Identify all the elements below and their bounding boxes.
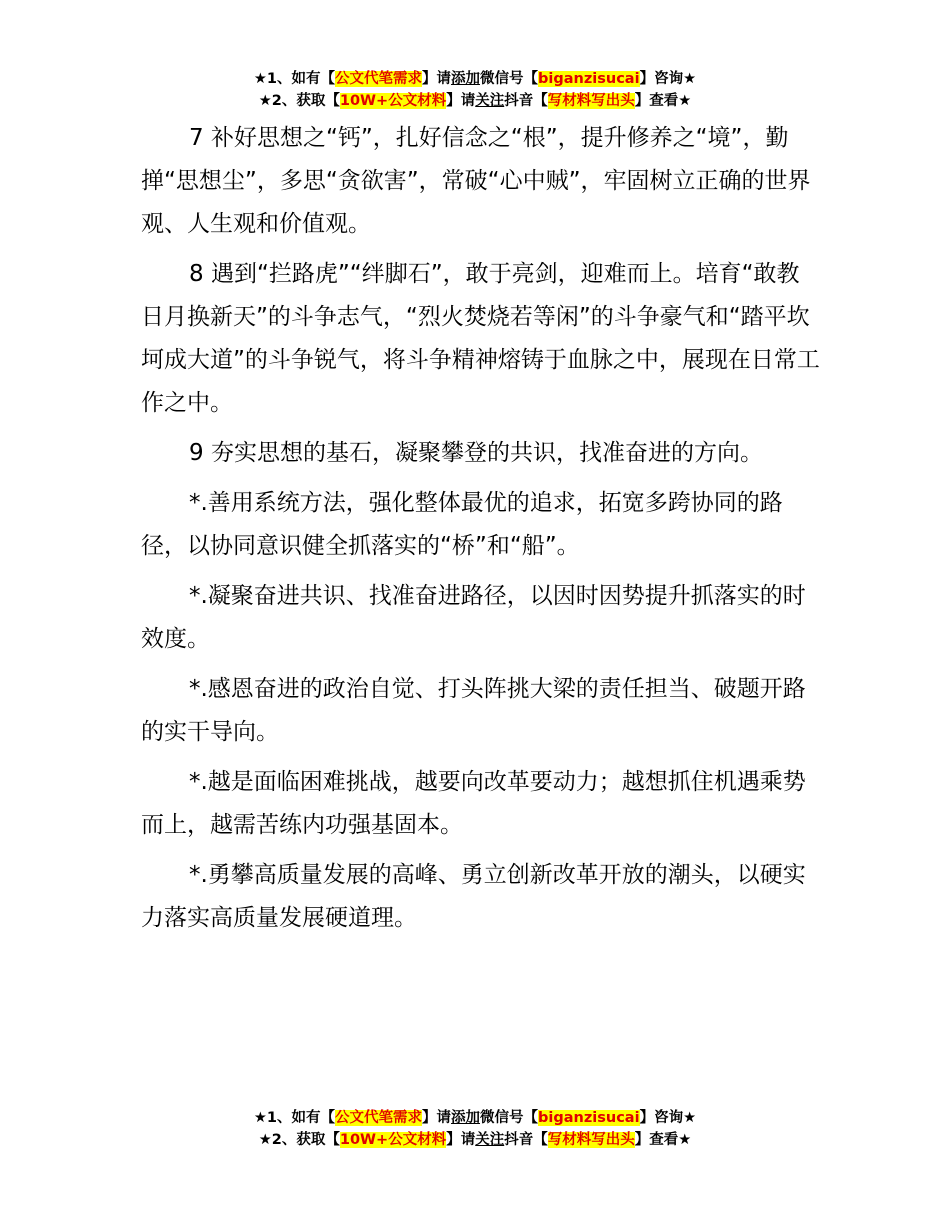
banner-emphasis: 添加 [451,1110,481,1126]
banner-text: 微信号【 [480,1110,539,1126]
paragraph-8: 8 遇到“拦路虎”“绊脚石”，敢于亮剑，迎难而上。培育“敢教日月换新天”的斗争志气，“烈火焚烧若等闲”的斗争豪气和“踏平坎坷成大道”的斗争锐气，将斗争精神熔铸于血脉之中，展现在日常工作之中。 [141,261,820,416]
banner-text: 抖音【 [504,93,548,109]
banner-line-2 [0,90,950,112]
banner-line-2 [0,1129,950,1151]
banner-line-1 [0,68,950,90]
banner-text: 】请 [446,93,476,109]
footer-banner [0,1107,950,1151]
banner-text: 】咨询★ [639,71,697,87]
banner-text: ★1、如有【 [253,71,336,87]
banner-text: 】请 [446,1132,476,1148]
banner-text: 】查看★ [634,1132,692,1148]
banner-emphasis: 关注 [475,1132,505,1148]
paragraph-7: 7 补好思想之“钙”，扎好信念之“根”，提升修养之“境”，勤掸“思想尘”，多思“贪欲害”，常破“心中贼”，牢固树立正确的世界观、人生观和价值观。 [141,125,811,237]
banner-emphasis: 添加 [451,71,481,87]
banner-text: 】请 [422,1110,452,1126]
banner-text: 】查看★ [634,93,692,109]
banner-text: 】咨询★ [639,1110,697,1126]
banner-highlight: 写材料写出头 [547,93,635,109]
paragraph-9: 9 夯实思想的基石，凝聚攀登的共识，找准奋进的方向。 [189,440,763,466]
paragraph-bullet-5: *.勇攀高质量发展的高峰、勇立创新改革开放的潮头，以硬实力落实高质量发展硬道理。 [141,862,806,931]
banner-text: ★2、获取【 [258,1132,340,1148]
banner-text: 抖音【 [504,1132,548,1148]
banner-text: ★1、如有【 [253,1110,336,1126]
banner-text: 】请 [422,71,452,87]
banner-highlight: 10W+公文材料 [339,93,447,109]
banner-highlight: biganzisucai [538,71,640,87]
header-banner [0,68,950,112]
banner-emphasis: 关注 [475,93,505,109]
paragraph-bullet-1: *.善用系统方法，强化整体最优的追求，拓宽多跨协同的路径，以协同意识健全抓落实的“桥”和“船”。 [141,490,783,559]
banner-text: ★2、获取【 [258,93,340,109]
banner-highlight: 公文代笔需求 [335,1110,423,1126]
banner-line-1 [0,1107,950,1129]
paragraph-bullet-4: *.越是面临困难挑战，越要向改革要动力；越想抓住机遇乘势而上，越需苦练内功强基固本。 [141,769,806,838]
banner-highlight: 公文代笔需求 [335,71,423,87]
banner-highlight: biganzisucai [538,1110,640,1126]
paragraph-bullet-3: *.感恩奋进的政治自觉、打头阵挑大梁的责任担当、破题开路的实干导向。 [141,676,806,745]
banner-highlight: 写材料写出头 [547,1132,635,1148]
paragraph-bullet-2: *.凝聚奋进共识、找准奋进路径，以因时因势提升抓落实的时效度。 [141,583,806,652]
banner-text: 微信号【 [480,71,539,87]
banner-highlight: 10W+公文材料 [339,1132,447,1148]
document-body [141,117,821,947]
